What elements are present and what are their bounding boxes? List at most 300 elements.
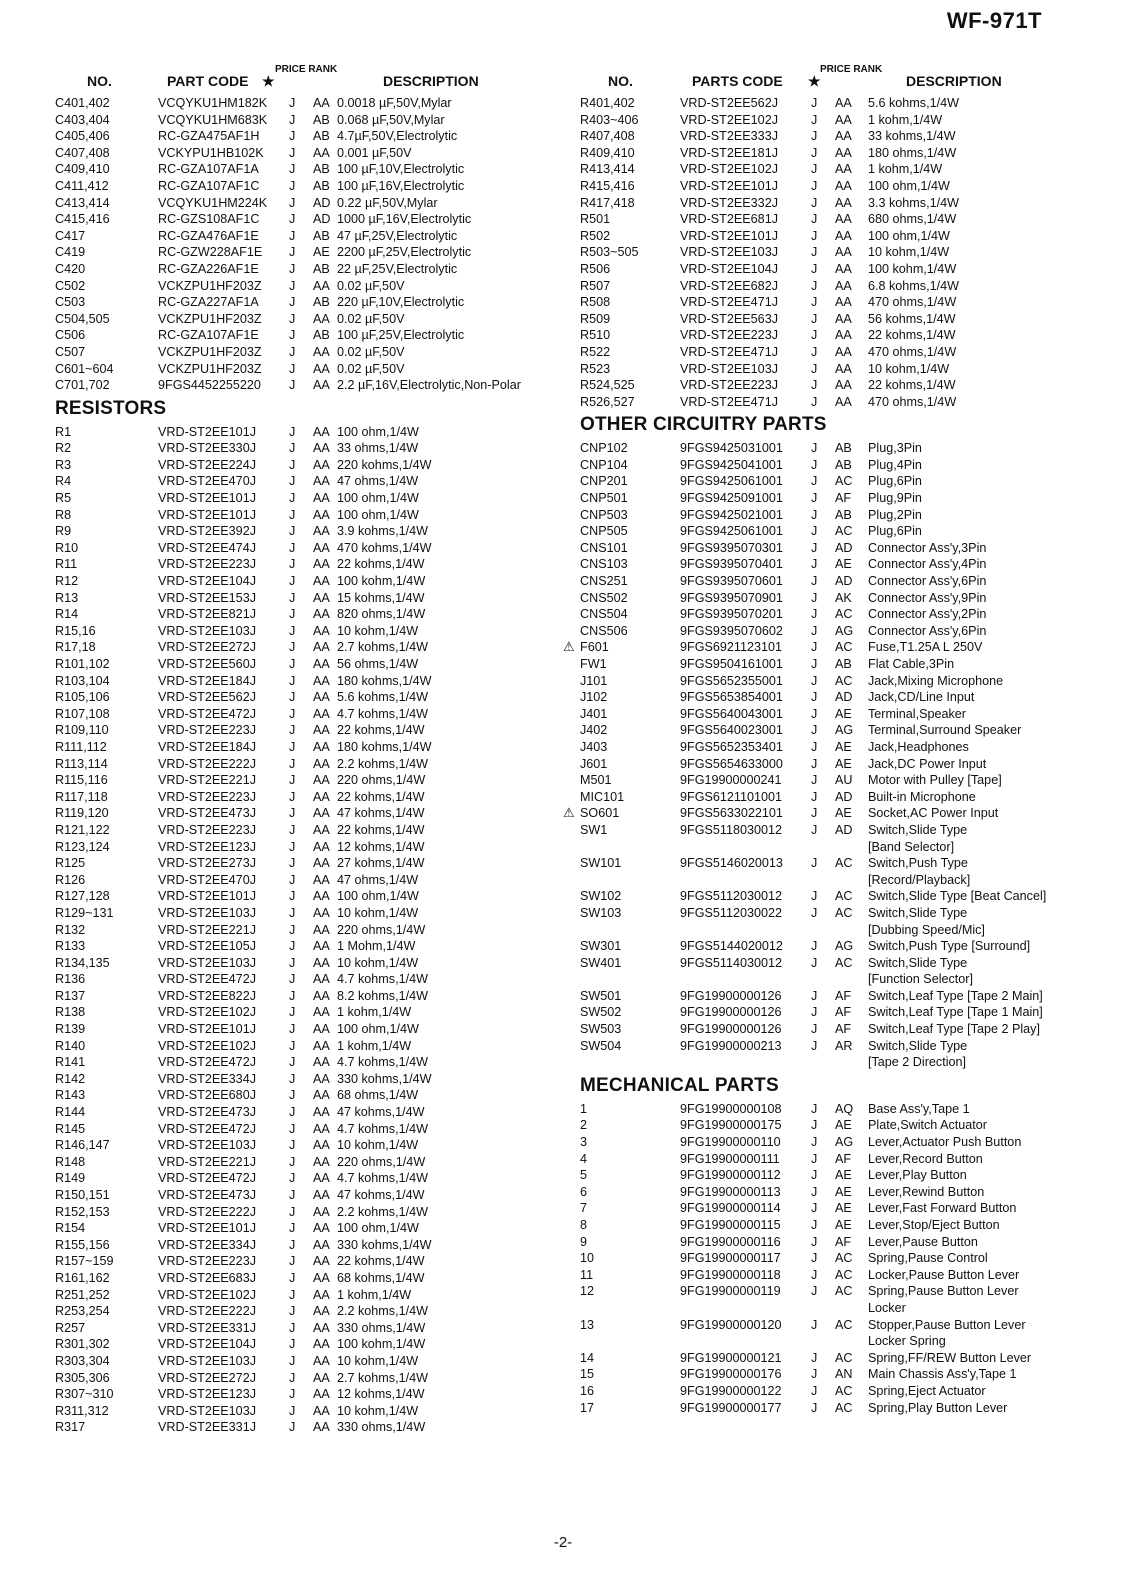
part-row [55, 261, 555, 278]
part-code: VRD-ST2EE103J [158, 905, 256, 920]
part-code: VRD-ST2EE184J [158, 673, 256, 688]
part-description: 470 ohms,1/4W [868, 344, 957, 359]
price-rank: AA [313, 1138, 330, 1153]
part-number: R15,16 [55, 623, 96, 638]
part-row [580, 1151, 1080, 1168]
part-number: C420 [55, 261, 86, 276]
part-code: RC-GZA107AF1E [158, 328, 259, 343]
part-j-mark: J [289, 590, 296, 605]
part-row [55, 839, 555, 856]
part-description: Lever,Fast Forward Button [868, 1201, 1017, 1216]
part-description: 0.0018 µF,50V,Mylar [337, 96, 452, 110]
part-number: R126 [55, 872, 86, 887]
part-description: 47 ohms,1/4W [337, 474, 419, 489]
price-rank: AA [313, 1353, 330, 1368]
part-description: 3.9 kohms,1/4W [337, 524, 428, 539]
part-description: Locker,Pause Button Lever [868, 1267, 1020, 1282]
part-row [580, 822, 1080, 839]
part-code: 9FG19900000108 [680, 1101, 782, 1116]
part-number: 10 [580, 1251, 595, 1266]
part-description: 330 kohms,1/4W [337, 1071, 432, 1086]
part-code: VRD-ST2EE223J [158, 822, 256, 837]
price-rank: AA [313, 773, 330, 788]
price-rank: AA [313, 922, 330, 937]
part-number: R407,408 [580, 129, 635, 144]
part-j-mark: J [289, 361, 296, 376]
part-description: Spring,Pause Button Lever [868, 1284, 1019, 1299]
part-number: 5 [580, 1168, 588, 1183]
part-j-mark: J [289, 972, 296, 987]
part-row [580, 938, 1080, 955]
part-row [580, 473, 1080, 490]
part-description: 100 kohm,1/4W [868, 261, 957, 276]
part-row [55, 888, 555, 905]
part-description: 2.2 µF,16V,Electrolytic,Non-Polar [337, 378, 521, 393]
part-description: Lever,Play Button [868, 1168, 967, 1183]
part-j-mark: J [811, 806, 818, 821]
part-row [580, 112, 1080, 129]
price-rank: AA [313, 1188, 330, 1202]
part-code: VRD-ST2EE222J [158, 1204, 256, 1219]
part-code: 9FG19900000110 [680, 1135, 781, 1150]
price-rank: AA [313, 1055, 330, 1070]
part-number: 6 [580, 1184, 588, 1199]
part-number: R522 [580, 344, 611, 359]
part-j-mark: J [289, 574, 296, 589]
part-description: Jack,Headphones [868, 739, 969, 754]
part-row [55, 490, 555, 507]
part-j-mark: J [289, 424, 296, 439]
part-j-mark: J [811, 607, 818, 622]
price-rank: AA [835, 295, 852, 310]
part-j-mark: J [289, 162, 296, 177]
part-description: 22 kohms,1/4W [337, 557, 425, 572]
part-j-mark: J [811, 1005, 818, 1020]
part-j-mark: J [289, 1287, 296, 1302]
part-j-mark: J [289, 96, 296, 110]
part-code: 9FGS9425031001 [680, 441, 783, 456]
part-number: R134,135 [55, 955, 110, 970]
part-description: Plug,6Pin [868, 474, 922, 489]
part-row [55, 1038, 555, 1055]
price-rank: AE [835, 1168, 852, 1183]
part-code: VRD-ST2EE472J [158, 1171, 256, 1186]
part-row [55, 988, 555, 1005]
page-number: -2- [553, 1534, 573, 1551]
part-description: 10 kohm,1/4W [337, 1403, 419, 1418]
part-description: Lever,Stop/Eject Button [868, 1218, 1000, 1232]
part-code: 9FGS5146020013 [680, 856, 783, 871]
part-number: R509 [580, 311, 611, 326]
part-code: VRD-ST2EE334J [158, 1237, 256, 1252]
part-j-mark: J [289, 295, 296, 310]
price-rank: AG [835, 723, 854, 738]
part-number: C507 [55, 344, 86, 359]
price-rank: AA [313, 1403, 330, 1418]
part-j-mark: J [811, 344, 818, 359]
part-number: R413,414 [580, 162, 635, 177]
part-j-mark: J [289, 1088, 296, 1103]
part-description: 5.6 kohms,1/4W [337, 690, 428, 705]
part-description: 100 ohm,1/4W [868, 178, 950, 193]
part-j-mark: J [289, 1337, 296, 1352]
part-j-mark: J [811, 212, 818, 227]
part-code: VRD-ST2EE101J [158, 424, 256, 439]
part-row [55, 361, 555, 378]
part-row [55, 855, 555, 872]
part-number: R311,312 [55, 1403, 109, 1418]
part-description: 100 ohm,1/4W [337, 1022, 419, 1037]
part-row [580, 377, 1080, 394]
part-description: 47 kohms,1/4W [337, 1188, 425, 1202]
part-code: VRD-ST2EE330J [158, 441, 256, 456]
part-row [563, 639, 1080, 656]
part-code: 9FG19900000111 [680, 1151, 780, 1166]
part-code: VRD-ST2EE223J [158, 723, 256, 738]
part-number: SW503 [580, 1022, 622, 1037]
part-j-mark: J [811, 245, 818, 260]
part-j-mark: J [289, 706, 296, 721]
part-number: R506 [580, 261, 611, 276]
part-row [580, 1038, 1080, 1055]
price-rank: AA [835, 328, 852, 343]
part-row [55, 656, 555, 673]
part-number: C405,406 [55, 129, 110, 144]
part-row [580, 673, 1080, 690]
part-description: 180 kohms,1/4W [337, 739, 432, 754]
part-code: 9FGS5112030022 [680, 905, 782, 920]
part-j-mark: J [811, 441, 818, 456]
price-rank: AA [835, 344, 852, 359]
part-description: 10 kohm,1/4W [868, 245, 950, 260]
part-code: 9FGS5144020012 [680, 939, 783, 954]
price-rank: AA [835, 245, 852, 260]
part-j-mark: J [811, 1101, 818, 1116]
part-number: R307~310 [55, 1387, 114, 1402]
header-star-icon: ★ [262, 73, 275, 89]
part-code: VRD-ST2EE223J [158, 1254, 256, 1269]
part-j-mark: J [289, 673, 296, 688]
part-code: VRD-ST2EE103J [158, 955, 256, 970]
header-price-rank: PRICE RANK [275, 64, 338, 75]
part-code: 9FGS9395070201 [680, 607, 783, 622]
part-code: 9FGS5653854001 [680, 690, 783, 705]
part-code: VRD-ST2EE471J [680, 344, 778, 359]
part-description: Motor with Pulley [Tape] [868, 773, 1002, 788]
part-row [55, 955, 555, 972]
price-rank: AC [835, 1350, 853, 1365]
part-number: R507 [580, 278, 611, 293]
part-j-mark: J [811, 145, 818, 160]
price-rank: AD [835, 789, 853, 804]
part-row [580, 706, 1080, 723]
part-j-mark: J [289, 1370, 296, 1385]
part-j-mark: J [811, 1251, 818, 1266]
part-number: R401,402 [580, 96, 635, 110]
part-j-mark: J [289, 378, 296, 393]
price-rank: AQ [835, 1101, 854, 1116]
part-number: R253,254 [55, 1304, 110, 1319]
part-j-mark: J [811, 773, 818, 788]
price-rank: AD [835, 822, 853, 837]
part-number: 2 [580, 1118, 588, 1133]
part-description: Switch,Leaf Type [Tape 2 Play] [868, 1022, 1040, 1037]
part-row [580, 839, 1080, 856]
part-j-mark: J [289, 112, 296, 127]
part-number: C413,414 [55, 195, 110, 210]
part-description: 10 kohm,1/4W [337, 955, 419, 970]
part-number: SW401 [580, 955, 622, 970]
price-rank: AA [313, 474, 330, 489]
part-code: VRD-ST2EE333J [680, 129, 778, 144]
part-code: RC-GZA107AF1A [158, 162, 259, 177]
other-circuitry-list [563, 440, 1080, 1071]
part-code: VCQYKU1HM224K [158, 195, 268, 210]
price-rank: AA [835, 378, 852, 393]
part-code: RC-GZA475AF1H [158, 129, 260, 144]
part-row [580, 540, 1080, 557]
part-code: 9FG19900000112 [680, 1168, 781, 1183]
part-j-mark: J [289, 1005, 296, 1020]
part-j-mark: J [289, 1154, 296, 1169]
part-j-mark: J [811, 328, 818, 343]
part-description: 3.3 kohms,1/4W [868, 195, 959, 210]
price-rank: AA [835, 112, 852, 127]
part-row [580, 689, 1080, 706]
part-description: Connector Ass'y,2Pin [868, 607, 987, 622]
part-code: VRD-ST2EE103J [158, 623, 256, 638]
part-j-mark: J [811, 524, 818, 539]
price-rank: AA [313, 424, 330, 439]
part-code: VRD-ST2EE105J [158, 939, 256, 954]
part-description: 220 µF,10V,Electrolytic [337, 295, 465, 310]
part-row [55, 377, 555, 394]
part-j-mark: J [811, 1317, 818, 1332]
part-description: 4.7 kohms,1/4W [337, 1121, 428, 1136]
part-code: VRD-ST2EE103J [158, 1403, 256, 1418]
part-code: VRD-ST2EE681J [680, 212, 778, 227]
part-number: R155,156 [55, 1237, 110, 1252]
part-code: VRD-ST2EE273J [158, 856, 256, 871]
part-description: 2.2 kohms,1/4W [337, 756, 428, 771]
part-number: R508 [580, 295, 611, 310]
part-number: R12 [55, 574, 79, 589]
part-j-mark: J [289, 889, 296, 904]
part-description: 0.02 µF,50V [337, 344, 405, 359]
price-rank: AC [835, 1400, 853, 1415]
part-description: Socket,AC Power Input [868, 806, 999, 821]
part-number: C409,410 [55, 162, 110, 177]
part-description: Lever,Rewind Button [868, 1184, 985, 1199]
part-row [580, 656, 1080, 673]
part-number: R152,153 [55, 1204, 110, 1219]
part-row [55, 639, 555, 656]
price-rank: AA [313, 889, 330, 904]
part-description: 470 kohms,1/4W [337, 540, 432, 555]
part-row [55, 739, 555, 756]
part-description: Built-in Microphone [868, 789, 976, 804]
part-j-mark: J [811, 756, 818, 771]
part-description: 100 ohm,1/4W [337, 507, 419, 522]
price-rank: AA [313, 1304, 330, 1319]
price-rank: AA [835, 195, 852, 210]
part-row [580, 1217, 1080, 1234]
part-j-mark: J [811, 723, 818, 738]
part-number: R113,114 [55, 756, 108, 771]
part-number: FW1 [580, 657, 607, 671]
part-description: 330 kohms,1/4W [337, 1237, 432, 1252]
price-rank: AA [313, 1105, 330, 1120]
part-code: VRD-ST2EE331J [158, 1420, 256, 1435]
part-description: 33 kohms,1/4W [868, 129, 956, 144]
part-code: VRD-ST2EE222J [158, 1304, 256, 1319]
part-description: 22 kohms,1/4W [337, 822, 425, 837]
part-row [580, 623, 1080, 640]
part-code: VCKZPU1HF203Z [158, 361, 262, 376]
part-description: Switch,Push Type [868, 856, 968, 871]
part-description: 0.02 µF,50V [337, 311, 405, 326]
part-j-mark: J [289, 540, 296, 555]
part-number: C503 [55, 295, 86, 310]
part-row [55, 1104, 555, 1121]
part-row [55, 689, 555, 706]
part-code: RC-GZA226AF1E [158, 261, 259, 276]
part-row [55, 128, 555, 145]
part-row [55, 278, 555, 295]
part-description: Connector Ass'y,9Pin [868, 590, 987, 605]
part-row [580, 1400, 1080, 1417]
part-j-mark: J [811, 162, 818, 177]
price-rank: AA [313, 1221, 330, 1236]
price-rank: AA [313, 756, 330, 771]
part-description: 33 ohms,1/4W [337, 441, 419, 456]
part-j-mark: J [811, 955, 818, 970]
part-description: 10 kohm,1/4W [337, 1353, 419, 1368]
part-code: RC-GZA227AF1A [158, 295, 259, 310]
part-j-mark: J [811, 1383, 818, 1398]
price-rank: AE [835, 739, 852, 754]
part-description: 2.2 kohms,1/4W [337, 1304, 428, 1319]
price-rank: AA [313, 806, 330, 821]
price-rank: AB [835, 507, 852, 522]
part-j-mark: J [811, 129, 818, 144]
price-rank: AF [835, 491, 852, 506]
part-description: 100 kohm,1/4W [337, 1337, 426, 1352]
part-number: R301,302 [55, 1337, 110, 1352]
part-number: R150,151 [55, 1188, 110, 1202]
price-rank: AA [313, 872, 330, 887]
part-number: R9 [55, 524, 72, 539]
right-column [563, 63, 1080, 1416]
part-description: Stopper,Pause Button Lever [868, 1317, 1026, 1332]
part-code: 9FGS9425091001 [680, 491, 783, 506]
part-description: 10 kohm,1/4W [337, 623, 419, 638]
part-number: C411,412 [55, 178, 109, 193]
part-description: 2.7 kohms,1/4W [337, 640, 428, 655]
price-rank: AA [313, 690, 330, 705]
part-code: 9FGS9425041001 [680, 457, 783, 472]
part-description: Plug,6Pin [868, 524, 922, 539]
part-j-mark: J [289, 623, 296, 638]
price-rank: AA [313, 1254, 330, 1269]
part-code: VRD-ST2EE104J [158, 574, 256, 589]
part-row [580, 327, 1080, 344]
part-row [580, 490, 1080, 507]
part-code: 9FG19900000119 [680, 1284, 781, 1299]
part-number: R115,116 [55, 773, 108, 788]
part-code: VCKZPU1HF203Z [158, 311, 262, 326]
part-code: VRD-ST2EE221J [158, 922, 256, 937]
price-rank: AA [313, 1337, 330, 1352]
part-row [580, 722, 1080, 739]
part-j-mark: J [289, 1055, 296, 1070]
part-j-mark: J [811, 557, 818, 572]
header-part-code: PART CODE [167, 73, 249, 89]
part-row [580, 590, 1080, 607]
price-rank: AA [313, 524, 330, 539]
part-j-mark: J [289, 1138, 296, 1153]
part-j-mark: J [289, 773, 296, 788]
part-number: 12 [580, 1284, 595, 1299]
part-row [580, 145, 1080, 162]
part-j-mark: J [289, 756, 296, 771]
part-row [55, 1087, 555, 1104]
part-description: [Band Selector] [868, 839, 955, 854]
part-description: 1 kohm,1/4W [337, 1287, 412, 1302]
part-row [55, 905, 555, 922]
part-code: VRD-ST2EE101J [680, 178, 778, 193]
part-j-mark: J [811, 706, 818, 721]
part-description: 47 µF,25V,Electrolytic [337, 228, 458, 243]
part-description: 2.7 kohms,1/4W [337, 1370, 428, 1385]
price-rank: AF [835, 1005, 852, 1020]
part-number: C415,416 [55, 212, 110, 227]
part-j-mark: J [289, 657, 296, 671]
part-description: Spring,FF/REW Button Lever [868, 1350, 1032, 1365]
part-description: 100 µF,16V,Electrolytic [337, 178, 465, 193]
price-rank: AF [835, 988, 852, 1003]
part-description: 180 kohms,1/4W [337, 673, 432, 688]
part-description: [Function Selector] [868, 972, 973, 987]
price-rank: AB [313, 162, 330, 177]
part-description: 47 ohms,1/4W [337, 872, 419, 887]
price-rank: AA [313, 839, 330, 854]
price-rank: AA [313, 96, 330, 110]
price-rank: AE [835, 1201, 852, 1216]
part-number: R409,410 [580, 145, 635, 160]
part-code: 9FG19900000121 [680, 1350, 782, 1365]
part-number: 9 [580, 1234, 588, 1249]
part-number: C504,505 [55, 311, 110, 326]
part-row [55, 1270, 555, 1287]
price-rank: AA [313, 540, 330, 555]
price-rank: AC [835, 905, 853, 920]
part-j-mark: J [811, 112, 818, 127]
part-j-mark: J [289, 524, 296, 539]
part-code: 9FG19900000120 [680, 1317, 782, 1332]
part-number: 11 [580, 1267, 594, 1282]
part-number: R257 [55, 1320, 86, 1335]
part-j-mark: J [289, 1022, 296, 1037]
part-row [55, 1121, 555, 1138]
part-number: R503~505 [580, 245, 639, 260]
part-j-mark: J [289, 1254, 296, 1269]
part-number: R523 [580, 361, 611, 376]
part-code: VRD-ST2EE680J [158, 1088, 256, 1103]
price-rank: AC [835, 889, 853, 904]
part-row [580, 1117, 1080, 1134]
part-row [55, 507, 555, 524]
